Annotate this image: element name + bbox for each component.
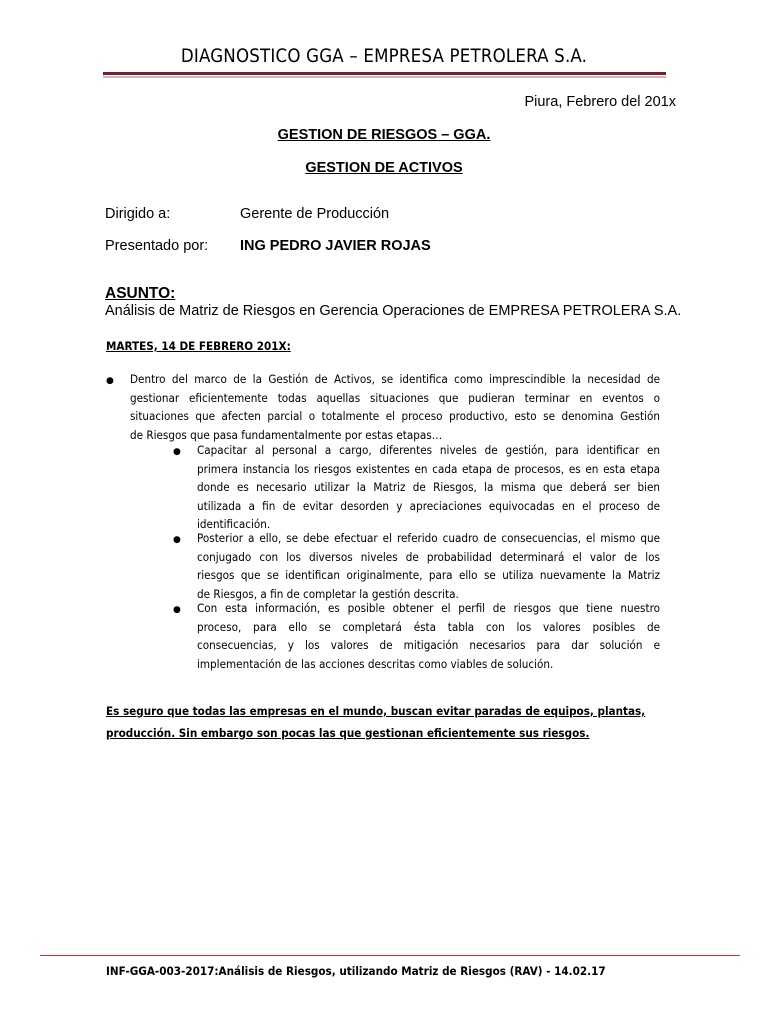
footer-reference: INF-GGA-003-2017:Análisis de Riesgos, utilizando Matriz de Riesgos (RAV) - 14.02.17 [106,964,606,978]
main-bullet-line: Dentro del marco de la Gestión de Activos, se identifica como imprescindible la necesidad de [130,372,660,386]
document-header-title: DIAGNOSTICO GGA – EMPRESA PETROLERA S.A. [180,46,588,67]
addressed-label: Dirigido a: [105,206,171,222]
date-line: Piura, Febrero del 201x [524,94,676,110]
sub-bullet-text [197,441,660,534]
footer-rule [40,955,740,956]
sub-bullet-line: identificación. [197,517,271,532]
sub-bullet-line: conjugado con los diversos niveles de probabilidad determinará el valor de los [197,549,660,564]
sub-bullet-text [197,529,660,603]
sub-bullet-line: proceso, para ello se completará ésta tabla con los valores posibles de [197,619,660,634]
sub-bullet-line: Con esta información, es posible obtener el perfil de riesgos que tiene nuestro [197,601,660,615]
main-bullet-text [130,370,660,444]
bullet-icon: ● [106,376,114,386]
sub-bullet-line: primera instancia los riesgos existentes en cada etapa de procesos, es en esta etapa [197,461,660,476]
sub-bullet-line: Posterior a ello, se debe efectuar el referido cuadro de consecuencias, el mismo que [197,531,660,545]
addressed-value: Gerente de Producción [240,206,390,222]
title-risk-management: GESTION DE RIESGOS – GGA. [277,127,491,143]
header-rule-shadow [103,76,666,78]
bullet-icon: ● [173,605,181,615]
sub-bullet-line: riesgos que se identifican originalmente, para ello se utiliza nuevamente la Matriz [197,568,660,583]
header-rule [103,72,666,75]
title-asset-management: GESTION DE ACTIVOS [305,160,463,176]
conclusion-line: producción. Sin embargo son pocas las que gestionan eficientemente sus riesgos. [106,726,590,740]
main-bullet-line: situaciones que afecten parcial o totalmente el proceso productivo, esto se denomina Gestión [130,409,660,424]
presented-value: ING PEDRO JAVIER ROJAS [240,238,431,254]
subject-text: Análisis de Matriz de Riesgos en Gerencia Operaciones de EMPRESA PETROLERA S.A. [105,303,682,319]
sub-bullet-line: consecuencias, y los valores de mitigación necesarios para dar solución e [197,638,660,653]
sub-bullet-line: implementación de las acciones descritas como viables de solución. [197,656,554,671]
sub-bullet-line: utilizada a fin de evitar desorden y apreciaciones equivocadas en el proceso de [197,498,660,513]
sub-bullet-line: Capacitar al personal a cargo, diferentes niveles de gestión, para identificar en [197,443,660,457]
main-bullet-line: de Riesgos que pasa fundamentalmente por estas etapas… [130,427,443,442]
sub-bullet-text [197,599,660,673]
bullet-icon: ● [173,447,181,457]
presented-label: Presentado por: [105,238,209,254]
bullet-icon: ● [173,535,181,545]
main-bullet-line: gestionar eficientemente todas aquellas situaciones que pudieran terminar en eventos o [130,390,660,405]
conclusion-line: Es seguro que todas las empresas en el mundo, buscan evitar paradas de equipos, plantas, [106,704,646,718]
conclusion-text [106,700,645,744]
subject-label: ASUNTO: [105,285,176,302]
sub-bullet-line: donde es necesario utilizar la Matriz de Riesgos, la misma que deberá ser bien [197,480,660,495]
sub-bullet-line: de Riesgos, a fin de completar la gestión descrita. [197,586,459,601]
session-date: MARTES, 14 DE FEBRERO 201X: [106,339,291,353]
